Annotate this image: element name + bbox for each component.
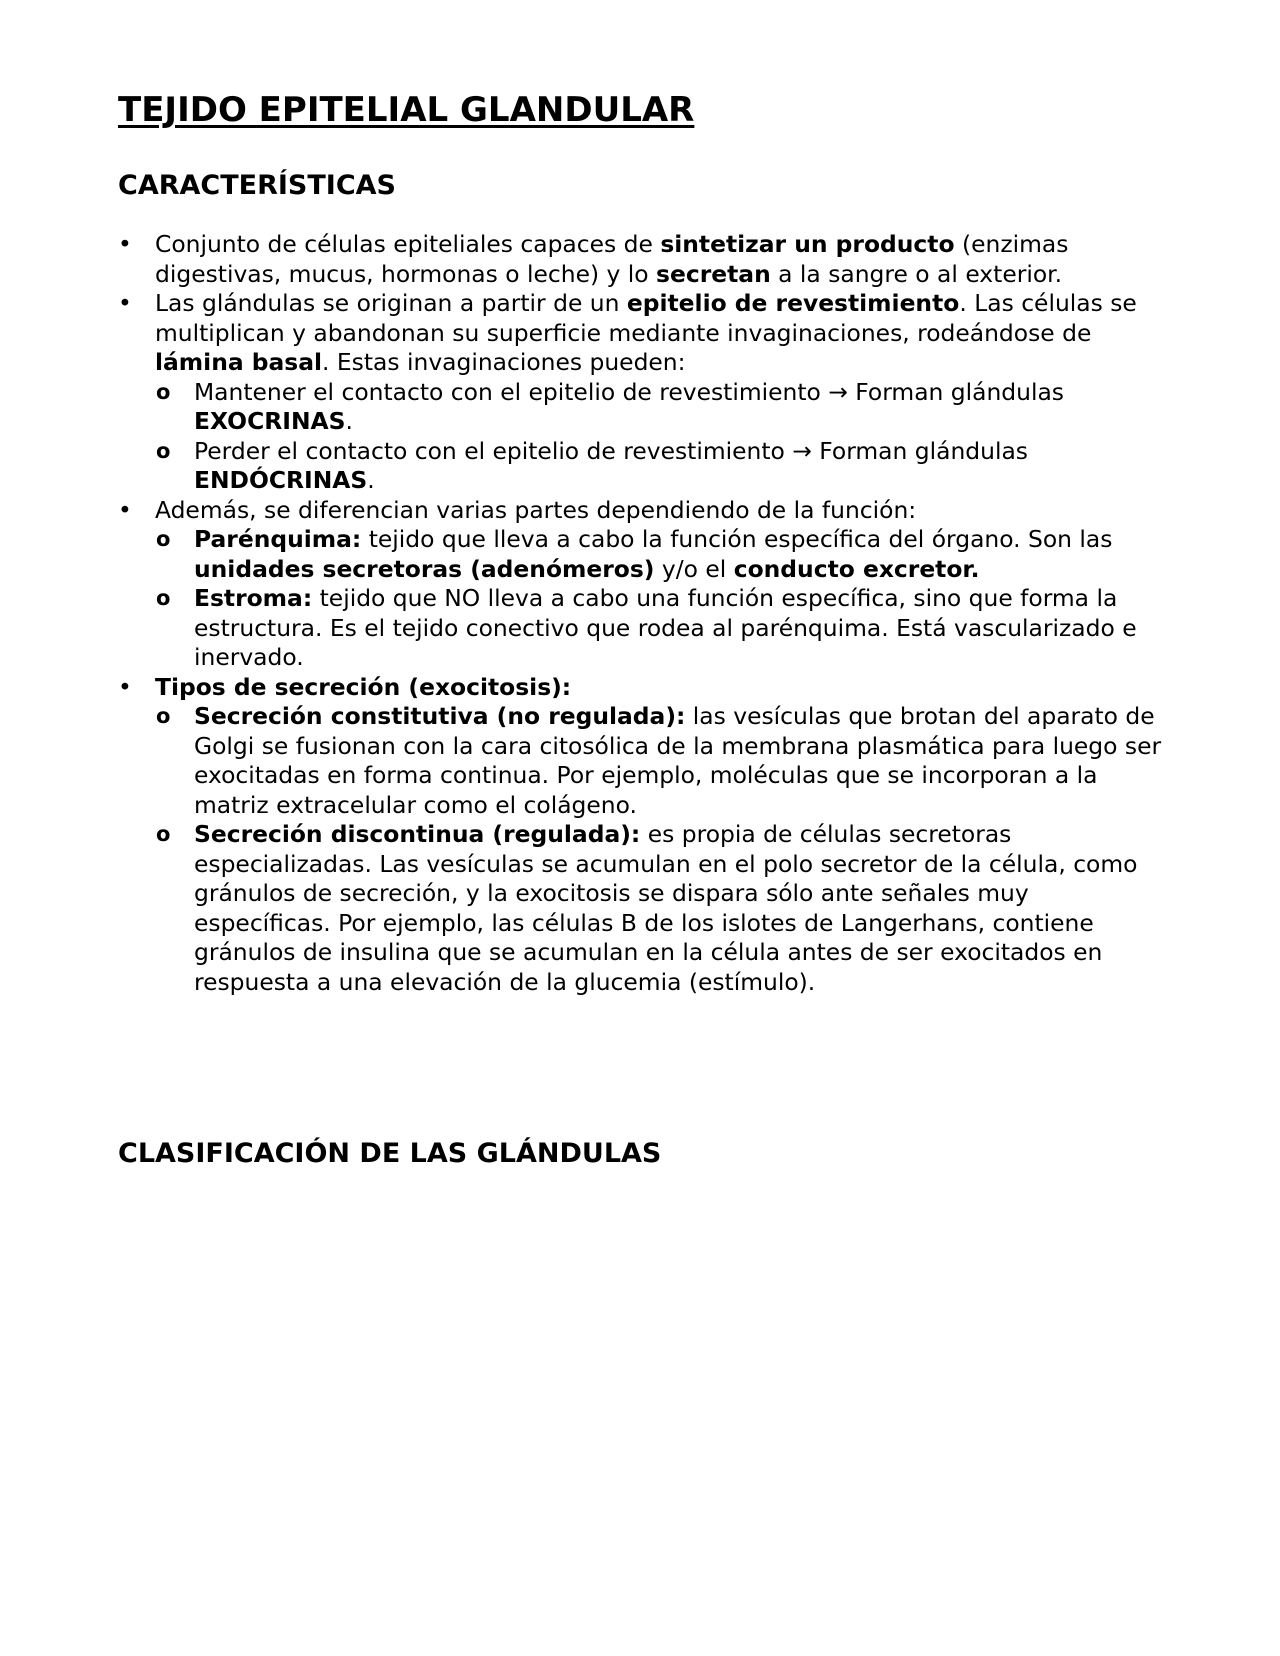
sublist: [118, 378, 1168, 496]
list-item: [118, 673, 1168, 703]
sublist-item: [156, 584, 1168, 673]
sublist: [118, 525, 1168, 673]
bold-text: Tipos de secreción (exocitosis):: [155, 672, 572, 701]
sub-bullet-icon: o: [156, 586, 171, 610]
bullet-icon: •: [118, 289, 132, 317]
text: a la sangre o al exterior.: [770, 259, 1063, 288]
text: Las glándulas se originan a partir de un: [155, 289, 627, 317]
sub-bullet-icon: o: [156, 822, 171, 846]
sublist-container: [118, 525, 1168, 673]
document-title: TEJIDO EPITELIAL GLANDULAR: [118, 90, 695, 130]
bold-text: unidades secretoras (adenómeros): [194, 554, 655, 583]
sub-bullet-icon: o: [156, 379, 171, 404]
bold-text: sintetizar un producto: [660, 230, 955, 258]
sub-bullet-icon: o: [156, 527, 171, 551]
bold-text: ENDÓCRINAS: [194, 466, 368, 494]
sub-bullet-icon: o: [156, 438, 171, 463]
bold-text: conducto excretor.: [733, 554, 980, 583]
sublist-item: [156, 820, 1168, 997]
bold-text: secretan: [656, 259, 771, 288]
text: tejido que lleva a cabo la función específica del órgano. Son las: [361, 525, 1113, 553]
text: Mantener el contacto con el epitelio de revestimiento → Forman glándulas: [194, 377, 1064, 406]
sub-bullet-icon: o: [156, 704, 171, 728]
text: (enzimas digestivas, mucus, hormonas o leche) y lo: [155, 230, 1069, 288]
list-item: [118, 289, 1168, 378]
text: .: [345, 407, 353, 435]
text: Además, se diferencian varias partes dependiendo de la función:: [155, 495, 917, 524]
bullet-icon: •: [118, 230, 132, 258]
sublist-item: [156, 378, 1168, 437]
bold-text: Estroma:: [194, 584, 313, 612]
bold-text: epitelio de revestimiento: [626, 289, 960, 317]
list-item: [118, 230, 1168, 289]
bold-text: Parénquima:: [194, 525, 362, 553]
text: . Estas invaginaciones pueden:: [322, 348, 686, 376]
sublist-item: [156, 702, 1168, 820]
bullet-icon: •: [118, 495, 132, 524]
list-item: [118, 496, 1168, 526]
bold-text: lámina basal: [155, 348, 323, 376]
bold-text: Secreción constitutiva (no regulada):: [194, 702, 686, 730]
sublist-item: [156, 525, 1168, 584]
sublist-item: [156, 437, 1168, 496]
section-heading-clasificacion: CLASIFICACIÓN DE LAS GLÁNDULAS: [118, 1138, 662, 1169]
characteristics-list: [118, 230, 1168, 997]
text: es propia de células secretoras especializadas. Las vesículas se acumulan en el polo secretor de la célula, como gránulos de secreción, y la exocitosis se dispara sólo ante señales muy específicas. Por ejemplo, las células B de los islotes de Langerhans, contiene gránulos de insulina que se acumulan en la célula antes de ser exocitados en respuesta a una elevación de la glucemia (estímulo).: [194, 820, 1138, 996]
section-heading-caracteristicas: CARACTERÍSTICAS: [118, 170, 396, 201]
bold-text: EXOCRINAS: [194, 407, 346, 435]
text: tejido que NO lleva a cabo una función específica, sino que forma la estructura. Es el tejido conectivo que rodea al parénquima. Está vascularizado e inervado.: [194, 584, 1137, 671]
text: las vesículas que brotan del aparato de Golgi se fusionan con la cara citosólica de la membrana plasmática para luego ser exocitadas en forma continua. Por ejemplo, moléculas que se incorporan a la matriz extracelular como el colágeno.: [194, 702, 1162, 819]
sublist-container: [118, 378, 1168, 496]
text: Conjunto de células epiteliales capaces de: [155, 230, 661, 258]
bold-text: Secreción discontinua (regulada):: [194, 820, 641, 848]
text: .: [367, 466, 375, 494]
text: Perder el contacto con el epitelio de revestimiento → Forman glándulas: [194, 436, 1028, 465]
text: y/o el: [654, 554, 734, 583]
sublist-container: [118, 702, 1168, 997]
sublist: [118, 702, 1168, 997]
text: . Las células se multiplican y abandonan su superficie mediante invaginaciones, rodeándose de: [155, 289, 1137, 347]
bullet-icon: •: [118, 672, 132, 701]
document-page: [118, 86, 1168, 1169]
